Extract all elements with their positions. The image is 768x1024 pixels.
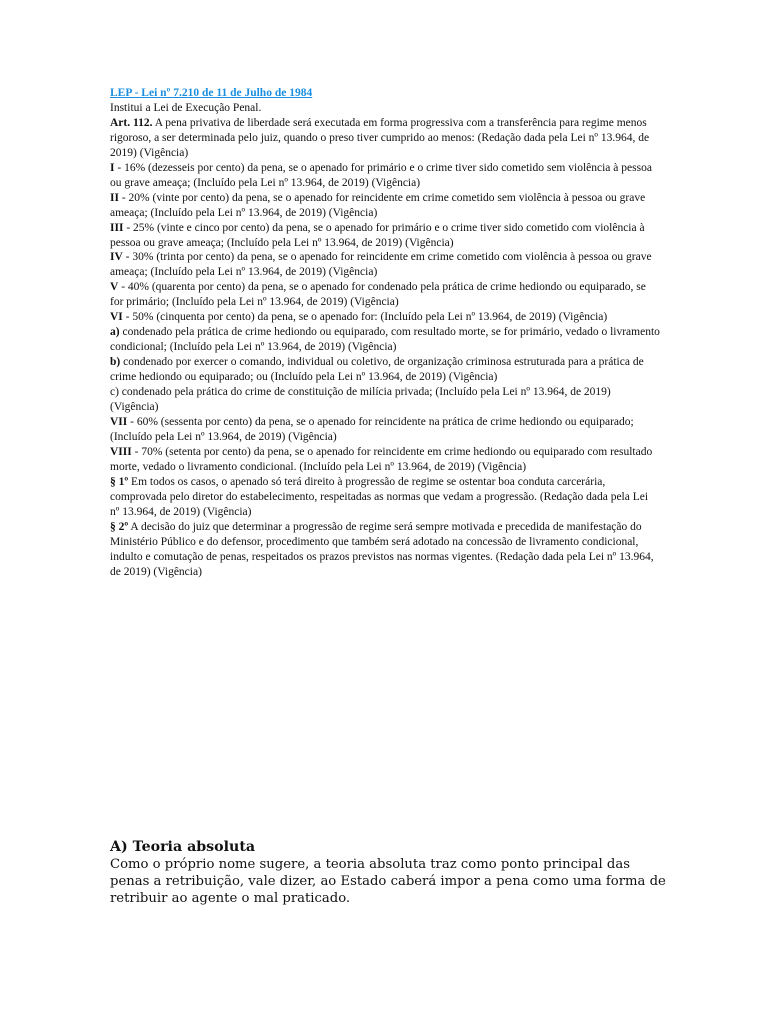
article-item (110, 161, 660, 191)
item-text: - 50% (cinquenta por cento) da pena, se o apenado for: (Incluído pela Lei nº 13.964, de 2019) (Vigência) (122, 311, 608, 324)
item-text: c) condenado pela prática do crime de constituição de milícia privada; (Incluído pela Lei nº 13.964, de 2019) (Vigência) (110, 386, 611, 414)
item-label: b) (110, 356, 121, 369)
item-label: VII (110, 415, 128, 428)
law-link-line (110, 86, 660, 101)
item-text: - 60% (sessenta por cento) da pena, se o apenado for reincidente na prática de crime hediondo ou equiparado; (Incluído pela Lei nº 13.964, de 2019) (Vigência) (110, 415, 634, 443)
article-item (110, 310, 660, 325)
item-text: - 20% (vinte por cento) da pena, se o apenado for reincidente em crime cometido sem violência à pessoa ou grave ameaça; (Incluído pela Lei nº 13.964, de 2019) (Vigência) (110, 191, 646, 219)
item-text: - 25% (vinte e cinco por cento) da pena, se o apenado for primário e o crime tiver sido cometido com violência à pessoa ou grave ameaça; (Incluído pela Lei nº 13.964, de 2019) (Vigência) (110, 221, 645, 249)
section-body: Como o próprio nome sugere, a teoria absoluta traz como ponto principal das penas a retribuição, vale dizer, ao Estado caberá impor a pena como uma forma de retribuir ao agente o mal praticado. (110, 857, 666, 906)
section-heading: A) Teoria absoluta (110, 839, 256, 855)
article-label: Art. 112. (110, 116, 153, 129)
theory-section (110, 838, 670, 907)
item-label: VI (110, 311, 123, 324)
article-item (110, 280, 660, 310)
item-text: - 16% (dezesseis por cento) da pena, se o apenado for primário e o crime tiver sido cometido sem violência à pessoa ou grave ameaça; (Incluído pela Lei nº 13.964, de 2019) (Vigência) (110, 161, 652, 189)
article-text: A pena privativa de liberdade será executada em forma progressiva com a transferência para regime menos rigoroso, a ser determinada pelo juiz, quando o preso tiver cumprido ao menos: (Redação dada pela Lei nº 13.964, de 2019) (Vigência) (110, 116, 650, 159)
law-subtitle: Institui a Lei de Execução Penal. (110, 101, 262, 114)
item-label: III (110, 221, 124, 234)
article-item (110, 415, 660, 445)
article-item (110, 221, 660, 251)
article-paragraph (110, 116, 660, 161)
item-label: II (110, 191, 119, 204)
article-item (110, 325, 660, 355)
article-item (110, 385, 660, 415)
article-item (110, 520, 660, 580)
article-item (110, 445, 660, 475)
law-link[interactable]: LEP - Lei nº 7.210 de 11 de Julho de 1984 (110, 87, 313, 99)
item-label: § 1º (110, 475, 129, 488)
item-text: Em todos os casos, o apenado só terá direito à progressão de regime se ostentar boa conduta carcerária, comprovada pelo diretor do estabelecimento, respeitadas as normas que vedam a progressão. (Redação dada pela Lei nº 13.964, de 2019) (Vigência) (110, 475, 649, 518)
article-item (110, 191, 660, 221)
item-text: condenado pela prática de crime hediondo ou equiparado, com resultado morte, se for primário, vedado o livramento condicional; (Incluído pela Lei nº 13.964, de 2019) (Vigência) (110, 326, 660, 354)
item-label: IV (110, 251, 123, 264)
item-text: - 30% (trinta por cento) da pena, se o apenado for reincidente em crime cometido com violência à pessoa ou grave ameaça; (Incluído pela Lei nº 13.964, de 2019) (Vigência) (110, 251, 652, 279)
article-items (110, 161, 660, 580)
article-item (110, 475, 660, 520)
item-label: VIII (110, 445, 132, 458)
law-excerpt (110, 86, 660, 579)
article-item (110, 355, 660, 385)
item-label: a) (110, 326, 120, 339)
item-label: I (110, 161, 115, 174)
article-item (110, 250, 660, 280)
item-text: A decisão do juiz que determinar a progressão de regime será sempre motivada e precedida de manifestação do Ministério Público e do defensor, procedimento que também será adotado na concessão de livramento condicional, indulto e comutação de penas, respeitados os prazos previstos nas normas vigentes. (Redação dada pela Lei nº 13.964, de 2019) (Vigência) (110, 520, 654, 578)
item-label: § 2º (110, 520, 129, 533)
item-text: - 70% (setenta por cento) da pena, se o apenado for reincidente em crime hediondo ou equiparado com resultado morte, vedado o livramento condicional. (Incluído pela Lei nº 13.964, de 2019) (Vigência) (110, 445, 653, 473)
item-text: condenado por exercer o comando, individual ou coletivo, de organização criminosa estruturada para a prática de crime hediondo ou equiparado; ou (Incluído pela Lei nº 13.964, de 2019) (Vigência) (110, 356, 644, 384)
item-label: V (110, 281, 119, 294)
item-text: - 40% (quarenta por cento) da pena, se o apenado for condenado pela prática de crime hediondo ou equiparado, se for primário; (Incluído pela Lei nº 13.964, de 2019) (Vigência) (110, 281, 646, 309)
